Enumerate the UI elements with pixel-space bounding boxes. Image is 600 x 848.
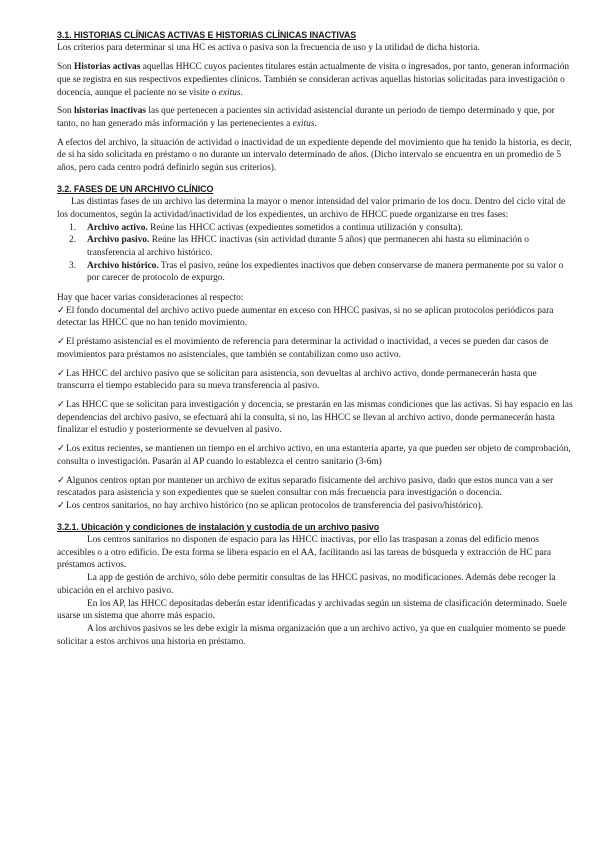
paragraph-archive-app: La app de gestión de archivo, sólo debe permitir consultas de las HHCC pasivas, no modificaciones. Además debe recoger la ubicación en el archivo pasivo. xyxy=(57,573,556,596)
paragraph-ap-classification: En los AP, las HHCC depositadas deberán estar identificadas y archivadas según un sistema de clasificación determinado. Suele usarse un sistema que ahorre más espacio. xyxy=(57,598,567,622)
phases-list xyxy=(57,222,574,286)
text-run: Son xyxy=(57,62,74,73)
paragraph-criteria: Los criterios para determinar si una HC es activa o pasiva son la frecuencia de uso y la utilidad de dicha historia. xyxy=(57,43,480,54)
paragraph-passive-location: Los centros sanitarios no disponen de espacio para las HHCC inactivas, por ello las traspasan a zonas del edificio menos accesibles o a otro edificio. De esta forma se libera espacio en el AA, facilitando así las tareas de búsqueda y extracción de HC para préstamos activos. xyxy=(57,535,552,571)
checkmark-icon: ✓ xyxy=(57,500,65,511)
phase-text: Tras el pasivo, reúne los expedientes inactivos que deben conservarse de manera permanente por su valor o por carecer de protocolo de expurgo. xyxy=(87,260,564,284)
checkmark-icon: ✓ xyxy=(57,475,65,486)
text-run: aquellas HHCC cuyos pacientes titulares están actualmente de visita o ingresados, por tanto, generan información que se registra en sus respectivos expedientes clínicos. También se consideran activas aquellas historias solicitadas para investigación o docencia, aunque el paciente no se visite o xyxy=(57,62,570,98)
consideration-text: Las HHCC que se solicitan para investigación y docencia, se prestarán en las mismas condiciones que las activas. Si hay espacio en las dependencias del archivo pasivo, se efectuará ahí la consulta, si no, las HHCC se llevan al archivo activo, donde permanecerán hasta finalizar el estudio y posteriormente se devuelven al pasivo. xyxy=(57,399,573,436)
phase-title: Archivo pasivo. xyxy=(87,235,150,246)
phase-item xyxy=(57,222,574,235)
text-run: . xyxy=(240,87,243,98)
checkmark-icon: ✓ xyxy=(57,305,65,316)
text-run: las que pertenecen a pacientes sin actividad asistencial durante un periodo de tiempo determinado y que, por tanto, no han generado más información y las pertenecientes a xyxy=(57,106,555,129)
paragraph-archive-effects: A efectos del archivo, la situación de actividad o inactividad de un expediente depende del movimiento que ha tenido la historia, es decir, de si ha sido solicitada en préstamo o no durante un intervalo determinado de años. (Dicho intervalo se encuentra en un promedio de 5 años, pero cada centro podrá definirlo según sus criterios). xyxy=(57,137,572,174)
consideration-text: Los centros sanitarios, no hay archivo histórico (no se aplican protocolos de transferencia del pasivo/histórico). xyxy=(66,500,484,511)
phase-title: Archivo activo. xyxy=(87,222,148,233)
text-run: Son xyxy=(57,106,74,117)
paragraph-considerations-intro: Hay que hacer varias consideraciones al respecto: xyxy=(57,293,244,304)
phase-item xyxy=(57,234,574,259)
term-exitus: exitus xyxy=(218,87,241,98)
phase-text: Reúne las HHCC activas (expedientes sometidos a continua utilización y consulta). xyxy=(147,222,463,233)
term-exitus: exitus xyxy=(292,118,315,129)
checkmark-icon: ✓ xyxy=(57,337,65,348)
consideration-text: Algunos centros optan por mantener un archivo de exitus separado físicamente del archivo pasivo, dado que estos nunca van a ser rescatados para asistencia y son expedientes que se suelen consultar con más frecuencia para investigación o docencia. xyxy=(57,475,554,499)
term-inactive-histories: historias inactivas xyxy=(73,106,147,117)
phase-title: Archivo histórico. xyxy=(87,260,159,271)
paragraph-passive-organization: A los archivos pasivos se les debe exigir la misma organización que a un archivo activo, ya que en cualquier momento se puede solicitar a estos archivos una historia en préstamo. xyxy=(57,623,566,647)
consideration-text: El fondo documental del archivo activo puede aumentar en exceso con HHCC pasivas, si no se aplican protocolos periódicos para detectar las HHCC que no han tenido movimiento. xyxy=(57,305,554,329)
paragraph-phases-intro: Las distintas fases de un archivo las determina la mayor o menor intensidad del valor primario de los docu. Dentro del ciclo vital de los documentos, según la actividad/inactividad de los expedientes, un archivo de HHCC puede organizarse en tres fases: xyxy=(57,197,566,220)
list-number: 2. xyxy=(69,235,77,246)
text-run: . xyxy=(314,118,317,129)
list-number: 3. xyxy=(69,260,77,271)
consideration-item xyxy=(57,443,574,468)
checkmark-icon: ✓ xyxy=(57,368,65,379)
consideration-item xyxy=(57,500,574,513)
consideration-item xyxy=(57,305,574,330)
consideration-item xyxy=(57,399,574,437)
consideration-text: Los exitus recientes, se mantienen un tiempo en el archivo activo, en una estantería aparte, ya que pueden ser objeto de comprobación, consulta o investigación. Pasarán al AP cuando lo establezca el centro sanitario (3-6m) xyxy=(57,444,571,467)
term-active-histories: Historias activas xyxy=(73,62,141,73)
list-number: 1. xyxy=(69,222,77,233)
consideration-item xyxy=(57,475,574,500)
consideration-text: Las HHCC del archivo pasivo que se solicitan para asistencia, son devueltas al archivo activo, donde permanecerán hasta que transcurra el tiempo establecido para su nueva transferencia al pasivo. xyxy=(57,368,537,392)
checkmark-icon: ✓ xyxy=(57,399,65,410)
phase-item xyxy=(57,260,574,285)
consideration-item xyxy=(57,368,574,393)
section-3-2-heading: 3.2. FASES DE UN ARCHIVO CLÍNICO xyxy=(57,183,214,195)
paragraph-inactive-histories xyxy=(57,105,574,130)
consideration-item xyxy=(57,336,574,361)
paragraph-active-histories xyxy=(57,61,574,99)
section-3-2-1-heading: 3.2.1. Ubicación y condiciones de instalación y custodia de un archivo pasivo xyxy=(57,521,380,533)
checkmark-icon: ✓ xyxy=(57,444,65,455)
consideration-text: El préstamo asistencial es el movimiento de referencia para determinar la actividad o inactividad, a veces se pueden dar casos de movimientos para préstamos no asistenciales, que también se contabilizan como uso activo. xyxy=(57,337,549,360)
phase-text: Reúne las HHCC inactivas (sin actividad durante 5 años) que permanecen ahí hasta su eliminación o transferencia al archivo histórico. xyxy=(87,235,529,258)
section-3-1-heading: 3.1. HISTORIAS CLÍNICAS ACTIVAS E HISTORIAS CLÍNICAS INACTIVAS xyxy=(57,30,357,41)
